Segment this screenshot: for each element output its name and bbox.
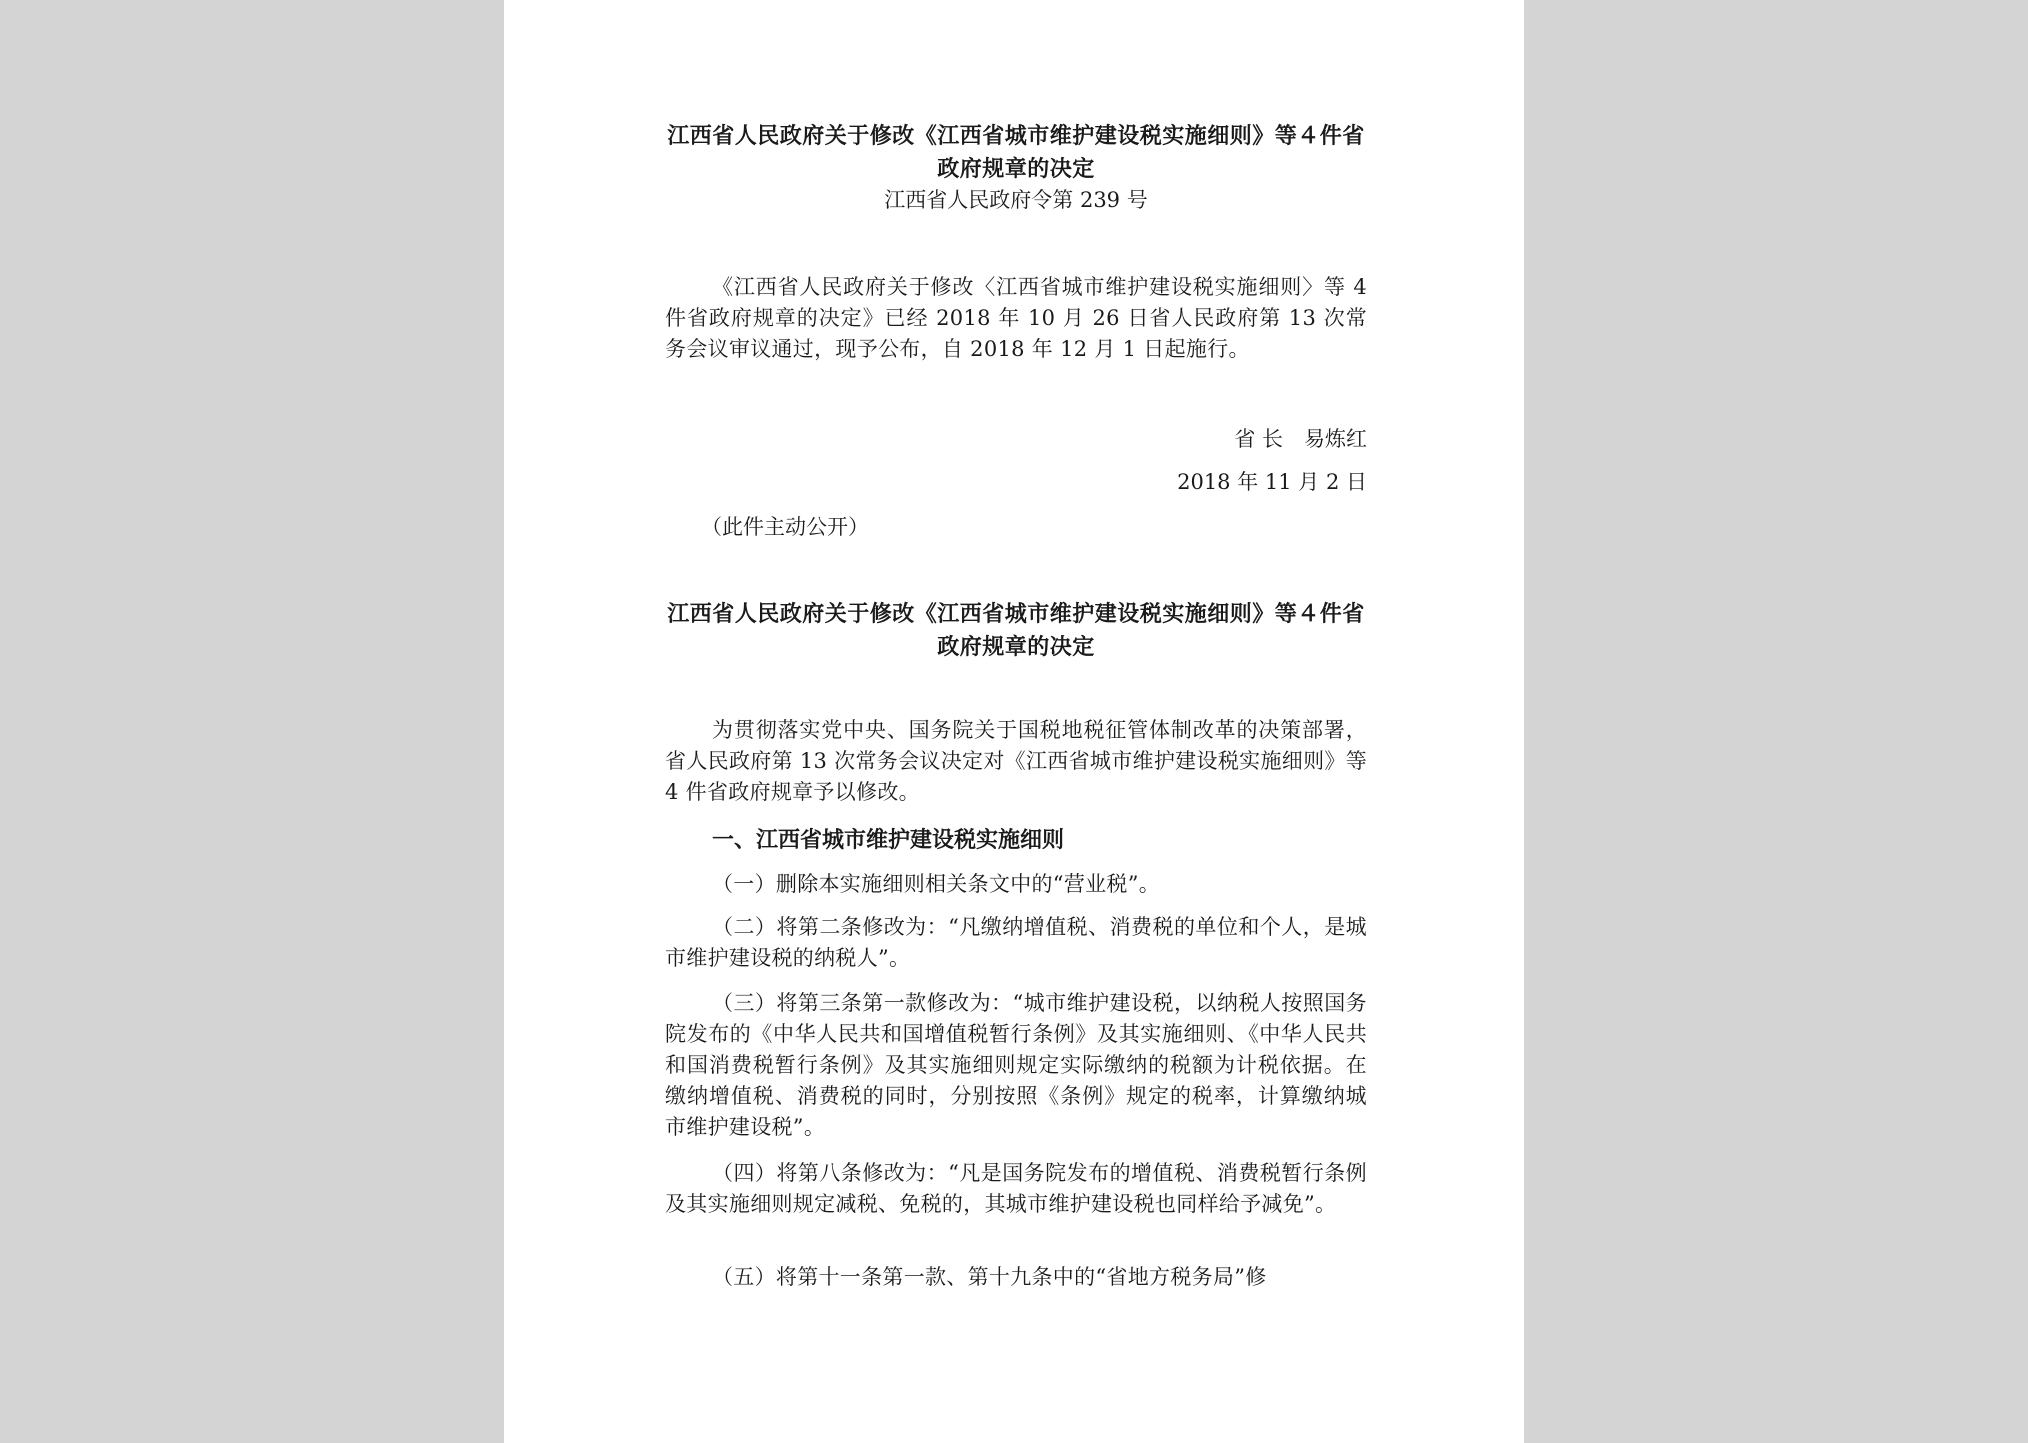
intro-paragraph: 《江西省人民政府关于修改〈江西省城市维护建设税实施细则〉等 4 件省政府规章的决定》已经 2018 年 10 月 26 日省人民政府第 13 次常务会议审议通过，现予公布，自 2018 年 12 月 1 日起施行。 xyxy=(665,275,1367,361)
document-page xyxy=(504,0,1524,1443)
amendment-item-5: （五）将第十一条第一款、第十九条中的“省地方税务局”修 xyxy=(712,1265,1267,1289)
amendment-item-2: （二）将第二条修改为：“凡缴纳增值税、消费税的单位和个人，是城市维护建设税的纳税人”。 xyxy=(665,915,1367,970)
decree-number: 江西省人民政府令第 239 号 xyxy=(884,188,1148,212)
decree-title: 江西省人民政府关于修改《江西省城市维护建设税实施细则》等４件省政府规章的决定 xyxy=(667,123,1365,182)
signing-date: 2018 年 11 月 2 日 xyxy=(1177,470,1367,494)
decision-title: 江西省人民政府关于修改《江西省城市维护建设税实施细则》等４件省政府规章的决定 xyxy=(667,601,1365,660)
section-heading-1: 一、江西省城市维护建设税实施细则 xyxy=(712,827,1065,853)
preamble-paragraph: 为贯彻落实党中央、国务院关于国税地税征管体制改革的决策部署，省人民政府第 13 次常务会议决定对《江西省城市维护建设税实施细则》等 4 件省政府规章予以修改。 xyxy=(665,718,1367,804)
signatory: 省 长 易炼红 xyxy=(1234,427,1367,451)
amendment-item-1: （一）删除本实施细则相关条文中的“营业税”。 xyxy=(712,872,1161,896)
amendment-item-4: （四）将第八条修改为：“凡是国务院发布的增值税、消费税暂行条例及其实施细则规定减税、免税的，其城市维护建设税也同样给予减免”。 xyxy=(665,1161,1367,1216)
disclosure-note: （此件主动公开） xyxy=(701,515,869,539)
amendment-item-3: （三）将第三条第一款修改为：“城市维护建设税，以纳税人按照国务院发布的《中华人民共和国增值税暂行条例》及其实施细则、《中华人民共和国消费税暂行条例》及其实施细则规定实际缴纳的税额为计税依据。在缴纳增值税、消费税的同时，分别按照《条例》规定的税率，计算缴纳城市维护建设税”。 xyxy=(665,991,1367,1139)
